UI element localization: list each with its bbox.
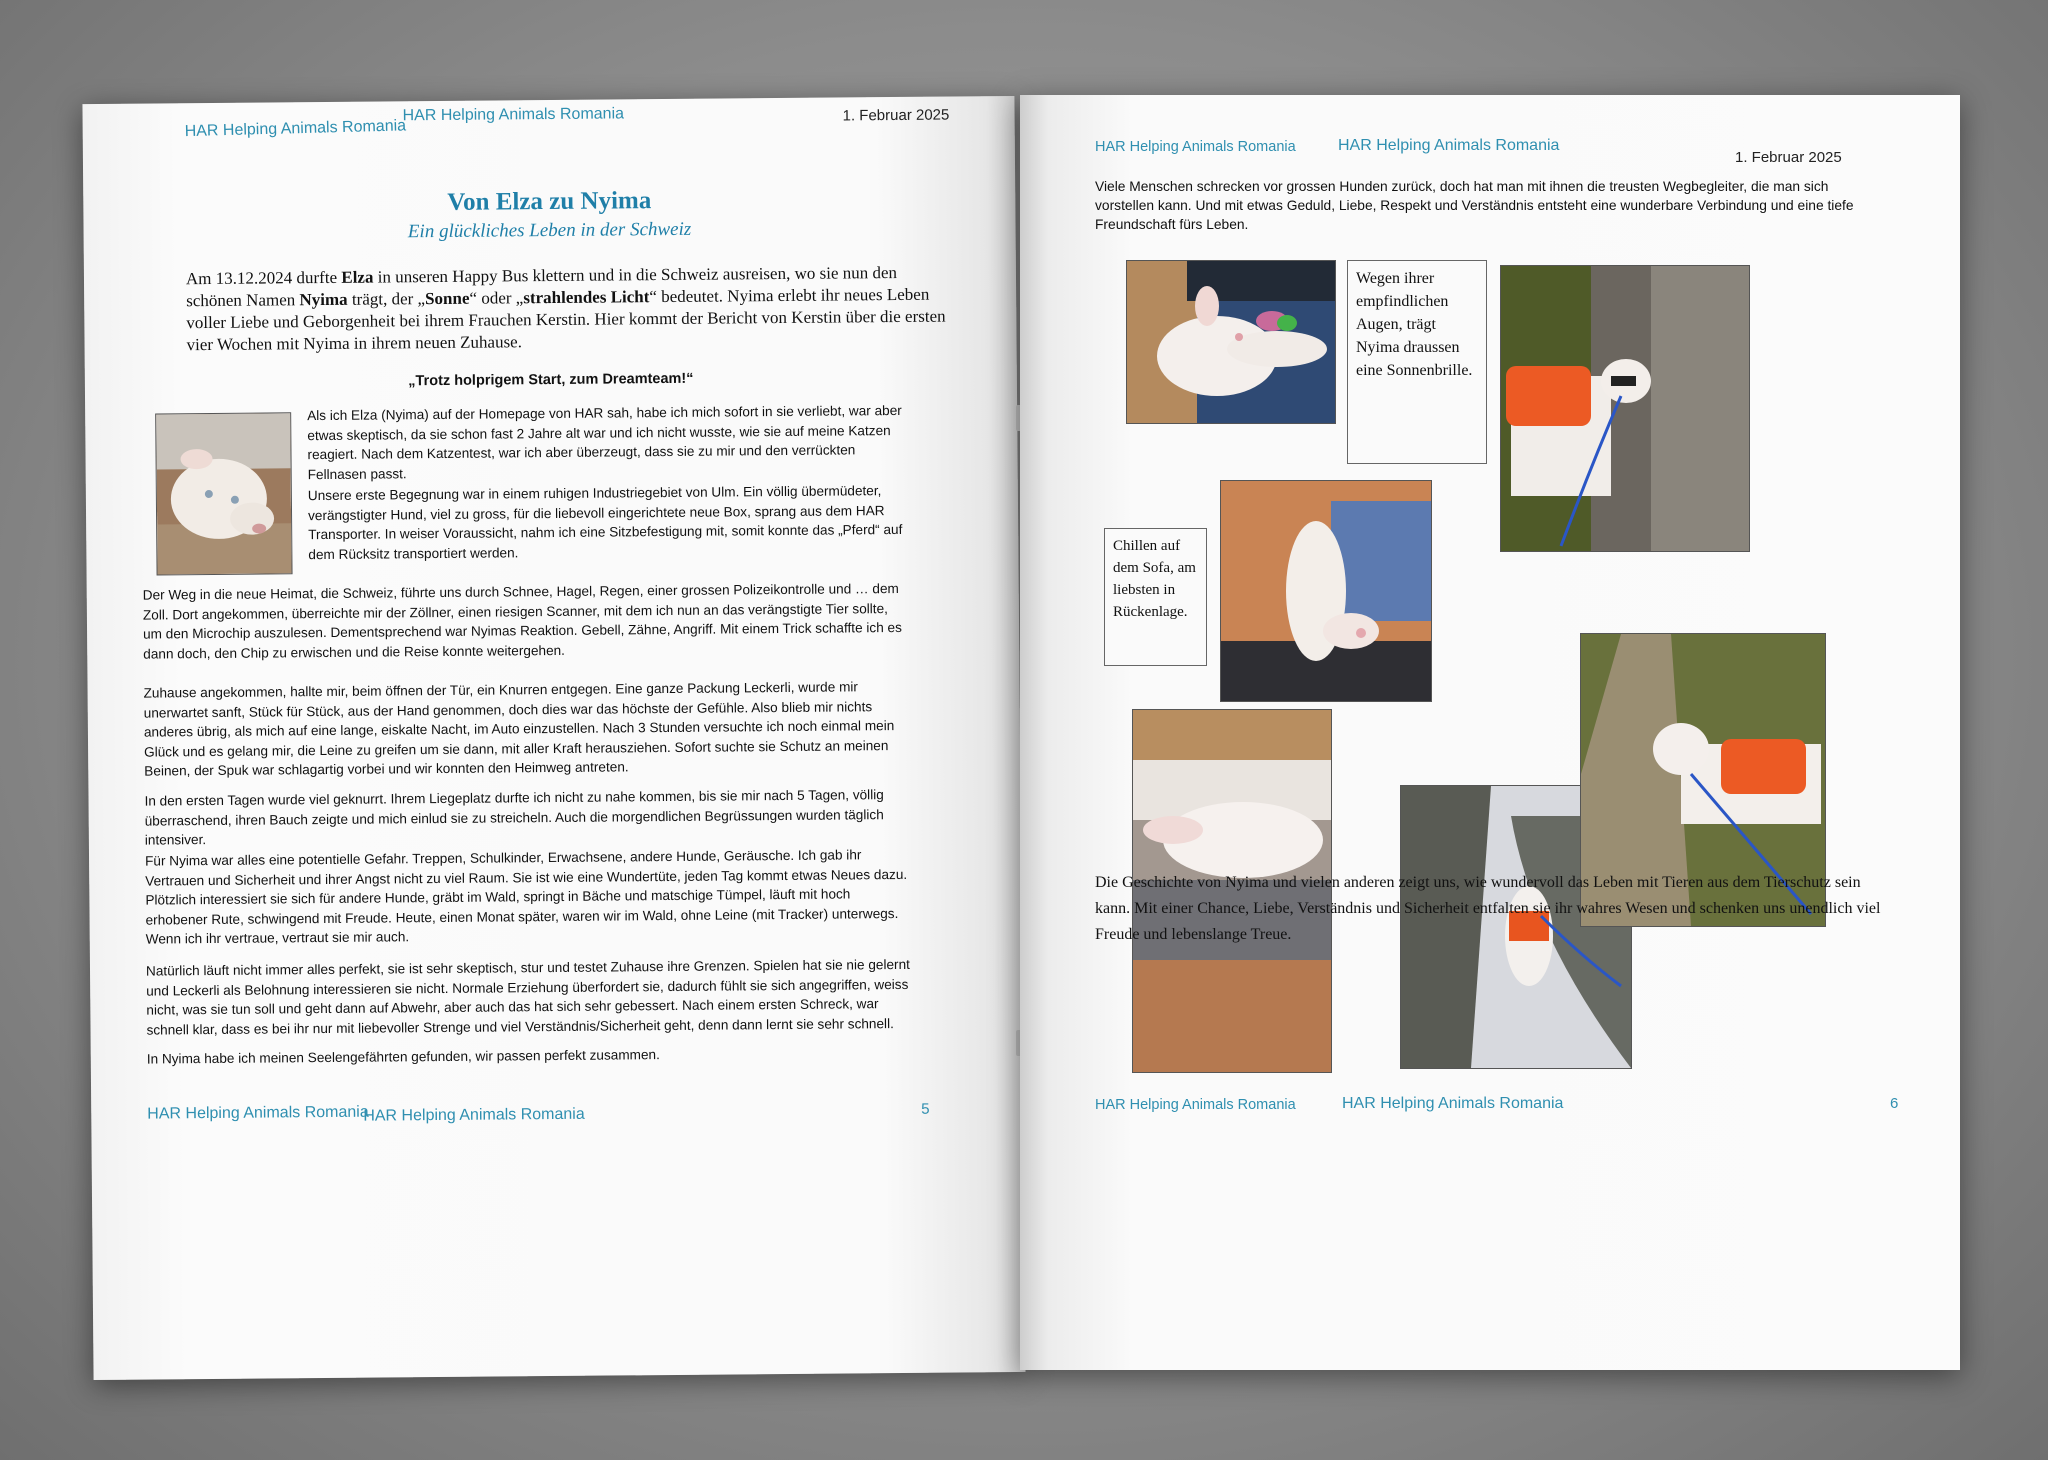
- paragraph-4: Zuhause angekommen, hallte mir, beim öffnen der Tür, ein Knurren entgegen. Eine ganze Packung Leckerli, wurde mir unerwartet sanft, Stück für Stück, aus der Hand genommen, doch dies war das höchste der Gefühle. Also blieb mir nichts anderes übrig, als mich auf eine lange, eiskalte Nacht, im Auto einzustellen. Nach 3 Stunden versuchte ich noch einmal mein Glück und es gelang mir, die Leine zu greifen um sie dann, mit aller Kraft herausziehen. Sofort suchte sie Schutz an meinen Beinen, der Spuk war schlagartig vorbei und wir konnten den Heimweg antreten.: [143, 679, 895, 779]
- photo-dog-lying-head: [155, 412, 292, 575]
- right-page: [1020, 95, 1960, 1370]
- left-footer-brand-2: HAR Helping Animals Romania: [363, 1105, 585, 1125]
- left-header-brand-2: HAR Helping Animals Romania: [402, 105, 625, 125]
- intro-part: Am 13.12.2024 durfte: [185, 267, 342, 289]
- right-header-date: 1. Februar 2025: [1735, 149, 1842, 166]
- paragraph-2: Unsere erste Begegnung war in einem ruhigen Industriegebiet von Ulm. Ein völlig übermüdeter, verängstigter Hund, viel zu gross, für die liebevoll eingerichtete neue Box, sprang aus dem HAR Transporter. In weiser Voraussicht, nahm ich eine Sitzbefestigung mit, somit konnte das „Pferd“ auf dem Rücksitz transportiert werden.: [307, 483, 903, 562]
- right-page-number: 6: [1890, 1095, 1899, 1112]
- intro-part: trägt, der „: [347, 289, 426, 309]
- intro-elza: Elza: [341, 267, 374, 287]
- story-heading: „Trotz holprigem Start, zum Dreamteam!“: [408, 370, 694, 390]
- paragraph-3: Der Weg in die neue Heimat, die Schweiz, führte uns durch Schnee, Hagel, Regen, einer grossen Polizeikontrolle und … dem Zoll. Dort angekommen, überreichte mir der Zöllner, einen riesigen Scanner, mit dem ich nun an das verängstigte Tier sollte, um den Microchip auszulesen. Dementsprechend war Nyimas Reaktion. Gebell, Zähne, Angriff. Mit einem Trick schaffte ich es dann doch, den Chip zu erwischen und die Reise konnte weitergehen.: [142, 580, 902, 662]
- intro-part: “ bedeutet. Nyima erlebt ihr neues Leben voller Liebe und Geborgenheit bei ihrem Frauchen Kerstin. Hier kommt der Bericht von Kerstin über die ersten vier Wochen mit Nyima in ihrem neuen Zuhause.: [186, 284, 946, 355]
- right-footer-brand-2: HAR Helping Animals Romania: [1342, 1095, 1564, 1112]
- article-intro: [186, 262, 947, 357]
- left-footer-brand-1: HAR Helping Animals Romania: [147, 1103, 369, 1123]
- intro-nyima: Nyima: [299, 289, 348, 310]
- right-header-brand-2: HAR Helping Animals Romania: [1338, 137, 1560, 154]
- left-header-date: 1. Februar 2025: [842, 106, 950, 125]
- intro-licht: strahlendes Licht: [523, 287, 650, 308]
- closing-text: Die Geschichte von Nyima und vielen anderen zeigt uns, wie wundervoll das Leben mit Tieren aus dem Tierschutz sein kann. Mit einer Chance, Liebe, Verständnis und Sicherheit entfalten sie ihr wahres Wesen und schenken uns unendlich viel Freude und lebenslange Treue.: [1095, 874, 1881, 943]
- caption-sofa: Chillen auf dem Sofa, am liebsten in Rückenlage.: [1104, 528, 1207, 666]
- intro-part: in unseren Happy Bus klettern und in die Schweiz ausreisen, wo sie nun den schönen Namen: [186, 262, 898, 311]
- right-header-brand-1: HAR Helping Animals Romania: [1095, 139, 1296, 155]
- intro-sonne: Sonne: [424, 288, 470, 309]
- photo-dog-on-sofa: [1220, 480, 1432, 702]
- caption-sunglasses: Wegen ihrer empfindlichen Augen, trägt Nyima draussen eine Sonnenbrille.: [1347, 260, 1487, 464]
- paragraph-6: Für Nyima war alles eine potentielle Gefahr. Treppen, Schulkinder, Erwachsene, andere Hunde, Geräusche. Ich gab ihr Vertrauen und Sicherheit und ihrer Angst nicht zu viel Raum. Sie ist wie eine Wundertüte, jeden Tag kommt etwas Neues dazu. Plötzlich interessiert sie sich für andere Hunde, gräbt im Wald, springt in Bäche und matschige Tümpel, läuft mit hoch erhobener Rute, schwingend mit Freude. Heute, einen Monat später, waren wir im Wald, ohne Leine (mit Tracker) unterwegs. Wenn ich ihr vertraue, vertraut sie mir auch.: [144, 847, 908, 947]
- right-footer-brand-1: HAR Helping Animals Romania: [1095, 1097, 1296, 1113]
- left-header-brand-1: HAR Helping Animals Romania: [184, 117, 407, 141]
- intro-part: “ oder „: [469, 288, 524, 308]
- paragraph-5: In den ersten Tagen wurde viel geknurrt. Ihrem Liegeplatz durfte ich nicht zu nahe kommen, bis sie mir nach 5 Tagen, völlig überraschend, ihren Bauch zeigte und mich einlud sie zu streicheln. Auch die morgendlichen Begrüssungen wurden täglich intensiver.: [144, 787, 884, 848]
- article-title: Von Elza zu Nyima: [447, 187, 652, 216]
- left-page-number: 5: [921, 1100, 930, 1118]
- photo-dog-orange-vest: [1500, 265, 1750, 552]
- right-intro: Viele Menschen schrecken vor grossen Hunden zurück, doch hat man mit ihnen die treusten Wegbegleiter, die man sich vorstellen kann. Und mit etwas Geduld, Liebe, Respekt und Verständnis entsteht eine wunderbare Verbindung und eine tiefe Freundschaft fürs Leben.: [1095, 179, 1854, 232]
- paragraph-1: Als ich Elza (Nyima) auf der Homepage von HAR sah, habe ich mich sofort in sie verliebt, war aber etwas skeptisch, da sie schon fast 2 Jahre alt war und ich nicht wusste, wie sie auf meine Katzen reagiert. Nach dem Katzentest, war ich aber überzeugt, dass sie zu mir und den verrückten Fellnasen passt.: [307, 402, 902, 482]
- paragraph-8: In Nyima habe ich meinen Seelengefährten gefunden, wir passen perfekt zusammen.: [146, 1047, 660, 1067]
- paragraph-7: Natürlich läuft nicht immer alles perfekt, sie ist sehr skeptisch, stur und testet Zuhause ihre Grenzen. Spielen hat sie nie gelernt und Leckerli als Belohnung interessieren sie nicht. Normale Erziehung überfordert sie, dadurch fühlt sie sich angegriffen, weiss nicht, was sie tun soll und geht dann auf Abwehr, aber auch das hat sich sehr gebessert. Nach einem ersten Schreck, war schnell klar, dass es bei ihr nur mit liebevoller Strenge und viel Verständnis/Sicherheit geht, denn dann lernt sie sehr schnell.: [145, 956, 910, 1038]
- left-page: [82, 96, 1025, 1380]
- photo-dog-on-bed: [1126, 260, 1336, 424]
- article-subtitle: Ein glückliches Leben in der Schweiz: [407, 218, 692, 243]
